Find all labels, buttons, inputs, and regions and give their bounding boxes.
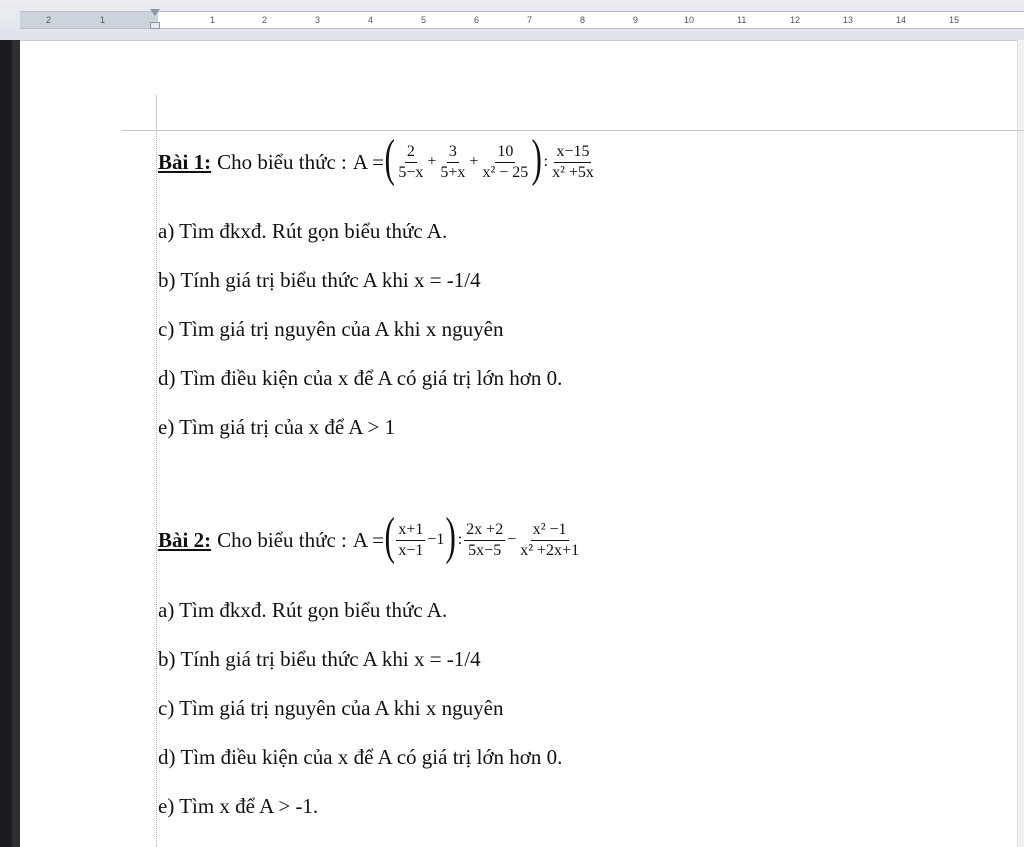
ruler-tick: 2: [46, 15, 52, 25]
problem2-item-d: d) Tìm điều kiện của x để A có giá trị lớn hơn 0.: [158, 745, 563, 769]
fraction-denominator: 5−x: [398, 163, 424, 181]
indent-marker-handle[interactable]: [150, 9, 160, 31]
right-paren: ): [531, 130, 543, 187]
page-right-edge: [1017, 40, 1024, 847]
plus-operator: +: [469, 153, 479, 170]
ruler-tick: 12: [790, 15, 801, 25]
fraction-3: [480, 143, 530, 182]
ruler-tick: 1: [100, 15, 106, 25]
fraction-numerator: x² −1: [531, 521, 569, 541]
problem1-item-d: d) Tìm điều kiện của x để A có giá trị lớn hơn 0.: [158, 366, 563, 390]
problem2-item-a: a) Tìm đkxđ. Rút gọn biểu thức A.: [158, 598, 448, 622]
margin-guide-left: [156, 130, 157, 847]
problem1-item-a: a) Tìm đkxđ. Rút gọn biểu thức A.: [158, 219, 448, 243]
problem2-item-e: e) Tìm x để A > -1.: [158, 794, 319, 818]
problem1-item-b: b) Tính giá trị biểu thức A khi x = -1/4: [158, 268, 481, 292]
margin-guide-top: [122, 130, 1024, 131]
ruler-tick: 7: [527, 15, 533, 25]
fraction-4: [550, 143, 596, 182]
fraction-denominator: 5+x: [440, 163, 466, 181]
fraction-denominator: 5x−5: [468, 541, 502, 559]
left-paren: (: [384, 508, 395, 565]
fraction-denominator: x² +5x: [552, 163, 594, 181]
horizontal-ruler[interactable]: [0, 0, 1024, 41]
problem1-label: Bài 1:: [158, 149, 212, 174]
fraction-1: [396, 143, 425, 182]
ruler-tick: 2: [262, 15, 268, 25]
fraction-2: [438, 143, 467, 182]
ruler-tick: 3: [315, 15, 321, 25]
ruler-tick: 4: [368, 15, 374, 25]
fraction-numerator: 3: [447, 143, 459, 163]
minus-operator: −: [507, 531, 517, 548]
ruler-tick: 11: [737, 15, 747, 25]
fraction-denominator: x² +2x+1: [520, 541, 580, 559]
ruler-tick: 8: [580, 15, 586, 25]
problem2-heading: [158, 508, 582, 566]
divide-operator: :: [543, 153, 549, 170]
ruler-tick: 5: [421, 15, 427, 25]
ruler-margin-area: [20, 12, 158, 28]
minus-one: −1: [427, 531, 445, 548]
left-ruler-bar: [0, 40, 20, 847]
ruler-tick: 9: [633, 15, 639, 25]
problem1-heading: [158, 130, 597, 188]
ruler-strip: [20, 11, 1024, 29]
problem2-item-b: b) Tính giá trị biểu thức A khi x = -1/4: [158, 647, 481, 671]
problem1-expression: [352, 130, 597, 188]
ruler-tick: 6: [474, 15, 480, 25]
divide-operator: :: [457, 531, 463, 548]
ruler-tick: 15: [949, 15, 960, 25]
fraction-numerator: x−15: [554, 143, 591, 163]
fraction-denominator: x² − 25: [482, 163, 529, 181]
fraction-1: [396, 521, 425, 560]
ruler-tick: 13: [843, 15, 854, 25]
problem2-expression: [352, 508, 582, 566]
lhs: A =: [352, 527, 384, 552]
fraction-numerator: 2x +2: [464, 521, 505, 541]
problem1-item-e: e) Tìm giá trị của x để A > 1: [158, 415, 396, 439]
fraction-2: [464, 521, 505, 560]
problem2-intro: Cho biểu thức :: [217, 527, 347, 552]
fraction-numerator: 10: [495, 143, 515, 163]
fraction-numerator: x+1: [396, 521, 425, 541]
ruler-tick: 1: [210, 15, 216, 25]
problem2-label: Bài 2:: [158, 527, 212, 552]
plus-operator: +: [427, 153, 437, 170]
problem1-item-c: c) Tìm giá trị nguyên của A khi x nguyên: [158, 317, 504, 341]
fraction-numerator: 2: [405, 143, 417, 163]
problem2-item-c: c) Tìm giá trị nguyên của A khi x nguyên: [158, 696, 504, 720]
lhs: A =: [352, 149, 384, 174]
problem1-intro: Cho biểu thức :: [217, 149, 347, 174]
right-paren: ): [445, 508, 457, 565]
margin-guide-corner: [156, 95, 157, 130]
fraction-denominator: x−1: [398, 541, 424, 559]
ruler-tick: 14: [896, 15, 907, 25]
ruler-tick: 10: [684, 15, 695, 25]
left-paren: (: [384, 130, 395, 187]
fraction-3: [518, 521, 581, 560]
